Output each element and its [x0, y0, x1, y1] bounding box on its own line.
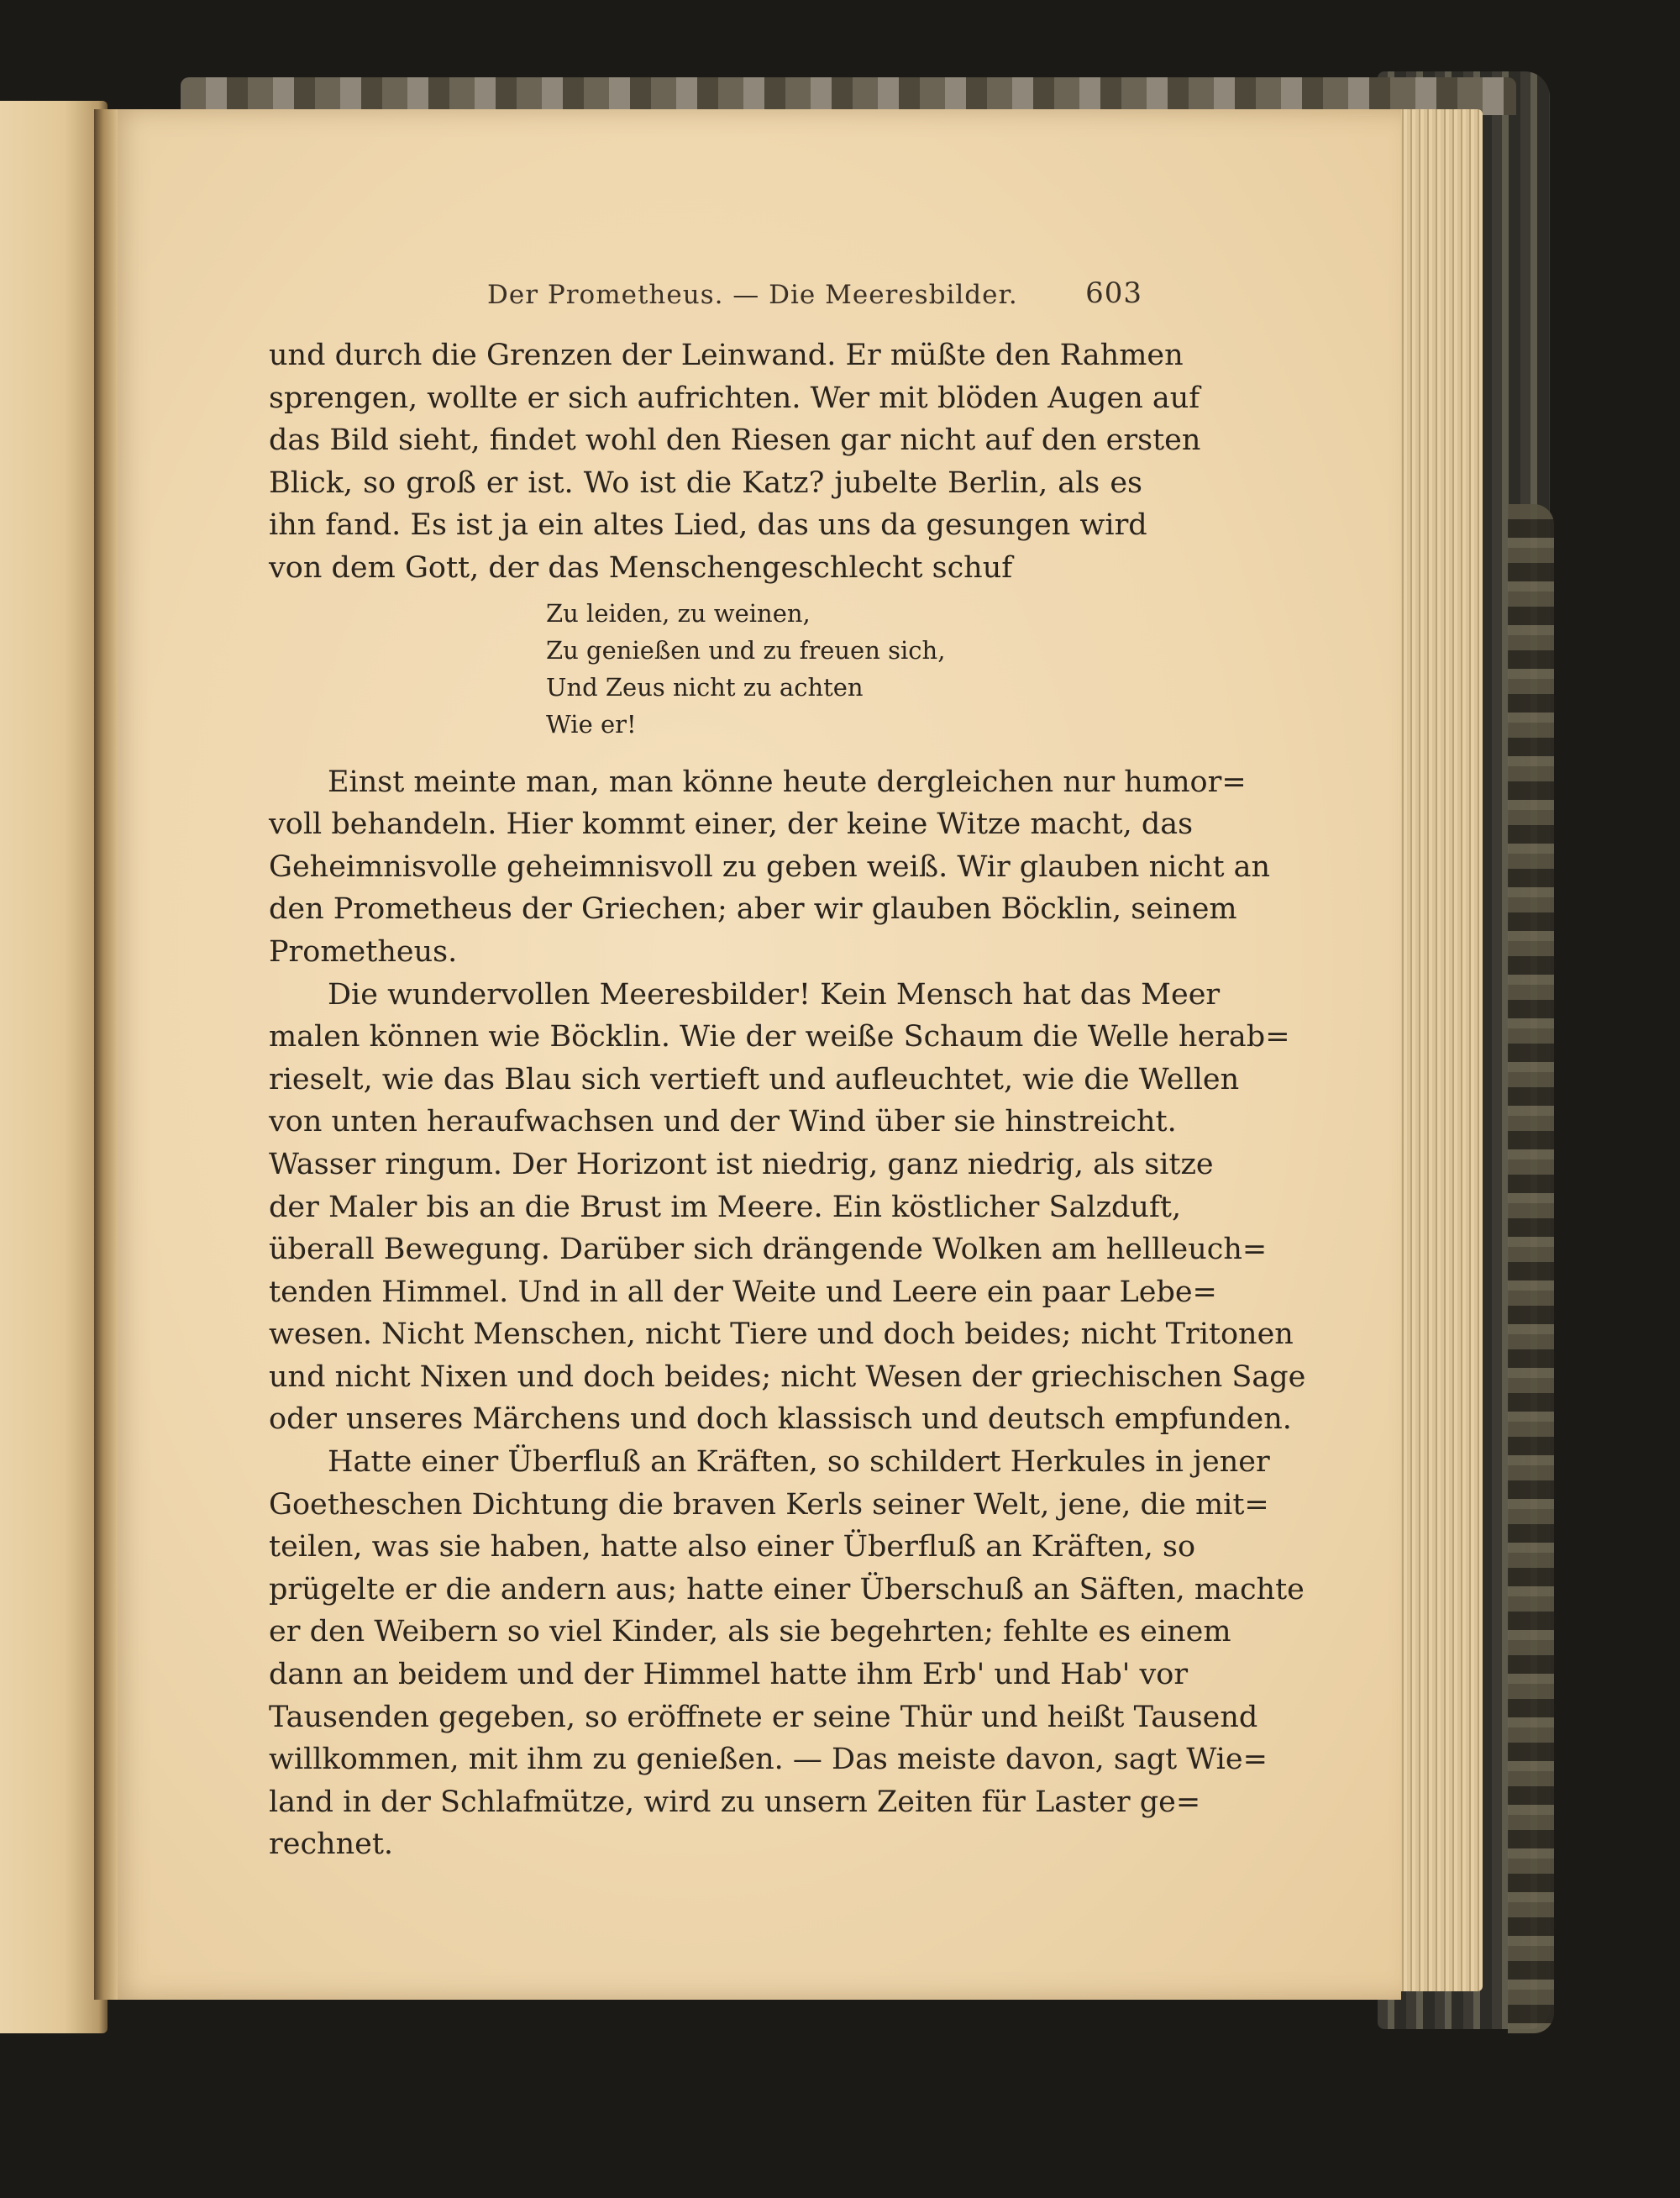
- text-line: Blick, so groß er ist. Wo ist die Katz? jubelte Berlin, als es: [269, 465, 1142, 500]
- paragraph-3: [269, 974, 1306, 1442]
- text-line: dann an beidem und der Himmel hatte ihm Erb' und Hab' vor: [269, 1658, 1189, 1692]
- text-line: teilen, was sie haben, hatte also einer Überfluß an Kräften, so: [269, 1530, 1196, 1564]
- text-line: Goetheschen Dichtung die braven Kerls seiner Welt, jene, die mit=: [269, 1487, 1269, 1522]
- text-line: Tausenden gegeben, so eröffnete er seine Thür und heißt Tausend: [269, 1700, 1258, 1734]
- body-text: [269, 334, 1306, 1866]
- verse-line: Wie er!: [546, 709, 637, 739]
- verse-quote: [546, 595, 1142, 743]
- text-line: prügelte er die andern aus; hatte einer Überschuß an Säften, machte: [269, 1572, 1305, 1606]
- text-line: Prometheus.: [269, 934, 458, 969]
- text-line: Einst meinte man, man könne heute dergleichen nur humor=: [328, 765, 1247, 799]
- page-gutter: [94, 109, 118, 2000]
- running-head: [269, 273, 1142, 315]
- text-line: überall Bewegung. Darüber sich drängende Wolken am hellleuch=: [269, 1233, 1268, 1267]
- text-line: das Bild sieht, findet wohl den Riesen gar nicht auf den ersten: [269, 423, 1201, 458]
- text-line: von unten heraufwachsen und der Wind über sie hinstreicht.: [269, 1105, 1177, 1139]
- text-line: Geheimnisvolle geheimnisvoll zu geben weiß. Wir glauben nicht an: [269, 849, 1271, 884]
- paragraph-2: [269, 761, 1271, 974]
- text-line: malen können wie Böcklin. Wie der weiße Schaum die Welle herab=: [269, 1020, 1290, 1054]
- text-line: Hatte einer Überfluß an Kräften, so schildert Herkules in jener: [328, 1445, 1270, 1480]
- page-edges: [1390, 109, 1483, 1991]
- text-line: und nicht Nixen und doch beides; nicht Wesen der griechischen Sage: [269, 1359, 1306, 1394]
- page-number: 603: [1085, 276, 1142, 310]
- text-line: den Prometheus der Griechen; aber wir glauben Böcklin, seinem: [269, 892, 1237, 927]
- text-line: oder unseres Märchens und doch klassisch und deutsch empfunden.: [269, 1402, 1292, 1437]
- verse-line: Zu genießen und zu freuen sich,: [546, 635, 946, 665]
- text-line: tenden Himmel. Und in all der Weite und Leere ein paar Lebe=: [269, 1275, 1217, 1309]
- text-line: ihn fand. Es ist ja ein altes Lied, das uns da gesungen wird: [269, 508, 1147, 543]
- paragraph-1: [269, 334, 1201, 590]
- text-line: wesen. Nicht Menschen, nicht Tiere und doch beides; nicht Tritonen: [269, 1317, 1294, 1352]
- text-line: der Maler bis an die Brust im Meere. Ein köstlicher Salzduft,: [269, 1190, 1182, 1224]
- text-line: land in der Schlafmütze, wird zu unsern Zeiten für Laster ge=: [269, 1785, 1201, 1819]
- text-line: willkommen, mit ihm zu genießen. — Das meiste davon, sagt Wie=: [269, 1743, 1268, 1777]
- text-line: er den Weibern so viel Kinder, als sie begehrten; fehlte es einem: [269, 1615, 1231, 1649]
- paragraph-4: [269, 1441, 1305, 1866]
- verse-line: Und Zeus nicht zu achten: [546, 672, 864, 702]
- text-line: rechnet.: [269, 1827, 394, 1862]
- text-line: Wasser ringum. Der Horizont ist niedrig, ganz niedrig, als sitze: [269, 1147, 1214, 1181]
- text-line: voll behandeln. Hier kommt einer, der keine Witze macht, das: [269, 807, 1194, 842]
- text-line: sprengen, wollte er sich aufrichten. Wer mit blöden Augen auf: [269, 381, 1200, 415]
- left-page-edge: [0, 101, 108, 2033]
- text-line: Die wundervollen Meeresbilder! Kein Mensch hat das Meer: [328, 977, 1221, 1012]
- running-head-title: Der Prometheus. — Die Meeresbilder.: [487, 280, 1018, 310]
- text-line: rieselt, wie das Blau sich vertieft und aufleuchtet, wie die Wellen: [269, 1062, 1240, 1096]
- text-line: und durch die Grenzen der Leinwand. Er müßte den Rahmen: [269, 339, 1184, 372]
- book-spine-pattern: [1508, 504, 1554, 2033]
- verse-line: Zu leiden, zu weinen,: [546, 598, 811, 628]
- text-line: von dem Gott, der das Menschengeschlecht schuf: [269, 550, 1013, 585]
